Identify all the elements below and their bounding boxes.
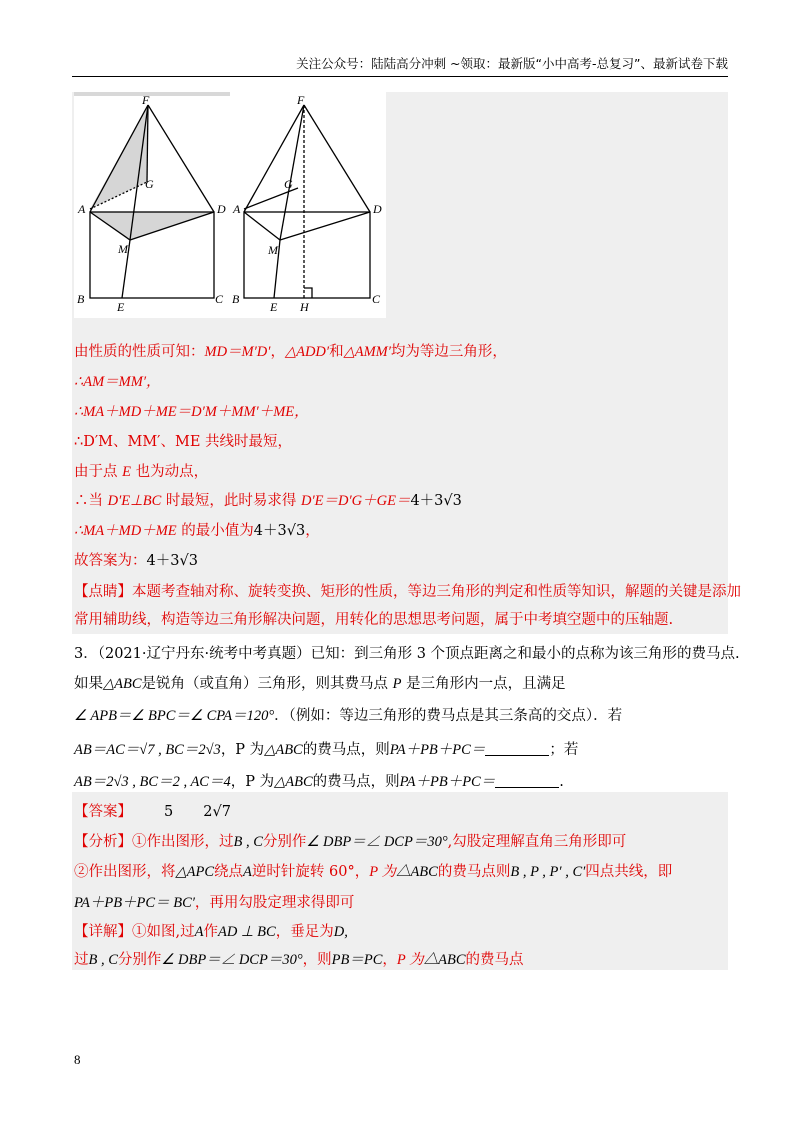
- solution-line-3: ∴MA＋MD＋ME＝D′M＋MM′＋ME，: [74, 404, 309, 420]
- label-E-right: E: [270, 300, 278, 314]
- label-D-left: D: [217, 202, 226, 216]
- solution-line-1: 由性质的性质可知：MD＝M′D′，△ADD′和△AMM′均为等边三角形，: [74, 344, 507, 360]
- page-header: 关注公众号：陆陆高分冲刺 ~领取：最新版“小中高考-总复习”、最新试卷下载: [72, 56, 728, 77]
- problem-line-4: AB＝AC＝√7 , BC＝2√3，P 为△ABC的费马点，则PA＋PB＋PC＝ ；若: [74, 742, 579, 758]
- label-F-right: F: [297, 93, 305, 107]
- solution-line-6: ∴当 D′E⊥BC 时最短，此时易求得 D′E＝D′G＋GE＝4＋3√3: [74, 493, 462, 509]
- label-B-left: B: [77, 292, 85, 306]
- detail-line-2: 过B , C分别作∠ DBP＝∠ DCP＝30°，则PB＝PC，P 为△ABC的费马点: [74, 952, 524, 968]
- solution-line-5: 由于点 E 也为动点，: [74, 464, 209, 480]
- label-G-left: G: [145, 177, 154, 191]
- comment-line-2: 常用辅助线，构造等边三角形解决问题，用转化的思想思考问题，属于中考填空题中的压轴题.: [74, 612, 674, 628]
- page-number: 8: [74, 1052, 81, 1067]
- label-A-left: A: [78, 202, 86, 216]
- geometry-figure: [74, 92, 386, 318]
- label-C-left: C: [215, 292, 224, 306]
- comment-line-1: 【点睛】本题考查轴对称、旋转变换、矩形的性质，等边三角形的判定和性质等知识，解题的关键是添加: [74, 584, 741, 600]
- analysis-line-1: 【分析】①作出图形，过B , C分别作∠ DBP＝∠ DCP＝30°,勾股定理解直角三角形即可: [74, 834, 627, 850]
- label-H-right: H: [300, 300, 309, 314]
- answer-line: 【答案】 5 2√7: [74, 804, 231, 820]
- label-C-right: C: [372, 292, 381, 306]
- label-B-right: B: [232, 292, 240, 306]
- label-F-left: F: [142, 93, 150, 107]
- label-E-left: E: [117, 300, 125, 314]
- analysis-line-2: ②作出图形，将△APC绕点A逆时针旋转 60°，P 为△ABC的费马点则B , P , P′ , C′四点共线，即: [74, 864, 673, 880]
- solution-line-4: ∴D′M、MM′、ME 共线时最短，: [74, 434, 293, 450]
- label-A-right: A: [233, 202, 241, 216]
- problem-line-1: 3．（2021·辽宁丹东·统考中考真题）已知：到三角形 3 个顶点距离之和最小的点称为该三角形的费马点.: [74, 646, 740, 662]
- label-M-right: M: [268, 243, 278, 257]
- label-D-right: D: [373, 202, 382, 216]
- solution-line-7: ∴MA＋MD＋ME 的最小值为4＋3√3，: [74, 523, 320, 539]
- label-G-right: G: [284, 177, 293, 191]
- problem-line-2: 如果△ABC是锐角（或直角）三角形，则其费马点 P 是三角形内一点，且满足: [74, 676, 566, 692]
- solution-line-8: 故答案为：4＋3√3: [74, 553, 198, 569]
- label-M-left: M: [118, 242, 128, 256]
- problem-line-5: AB＝2√3 , BC＝2 , AC＝4，P 为△ABC的费马点，则PA＋PB＋PC＝ .: [74, 774, 564, 790]
- detail-line-1: 【详解】①如图,过A作AD ⊥ BC，垂足为D,: [74, 924, 348, 940]
- answer-blank-1[interactable]: [485, 741, 549, 756]
- problem-line-3: ∠ APB＝∠ BPC＝∠ CPA＝120°．（例如：等边三角形的费马点是其三条高的交点）．若: [74, 708, 623, 724]
- solution-line-2: ∴AM＝MM′，: [74, 374, 161, 390]
- analysis-line-3: PA＋PB＋PC＝ BC′，再用勾股定理求得即可: [74, 895, 355, 911]
- answer-blank-2[interactable]: [495, 773, 559, 788]
